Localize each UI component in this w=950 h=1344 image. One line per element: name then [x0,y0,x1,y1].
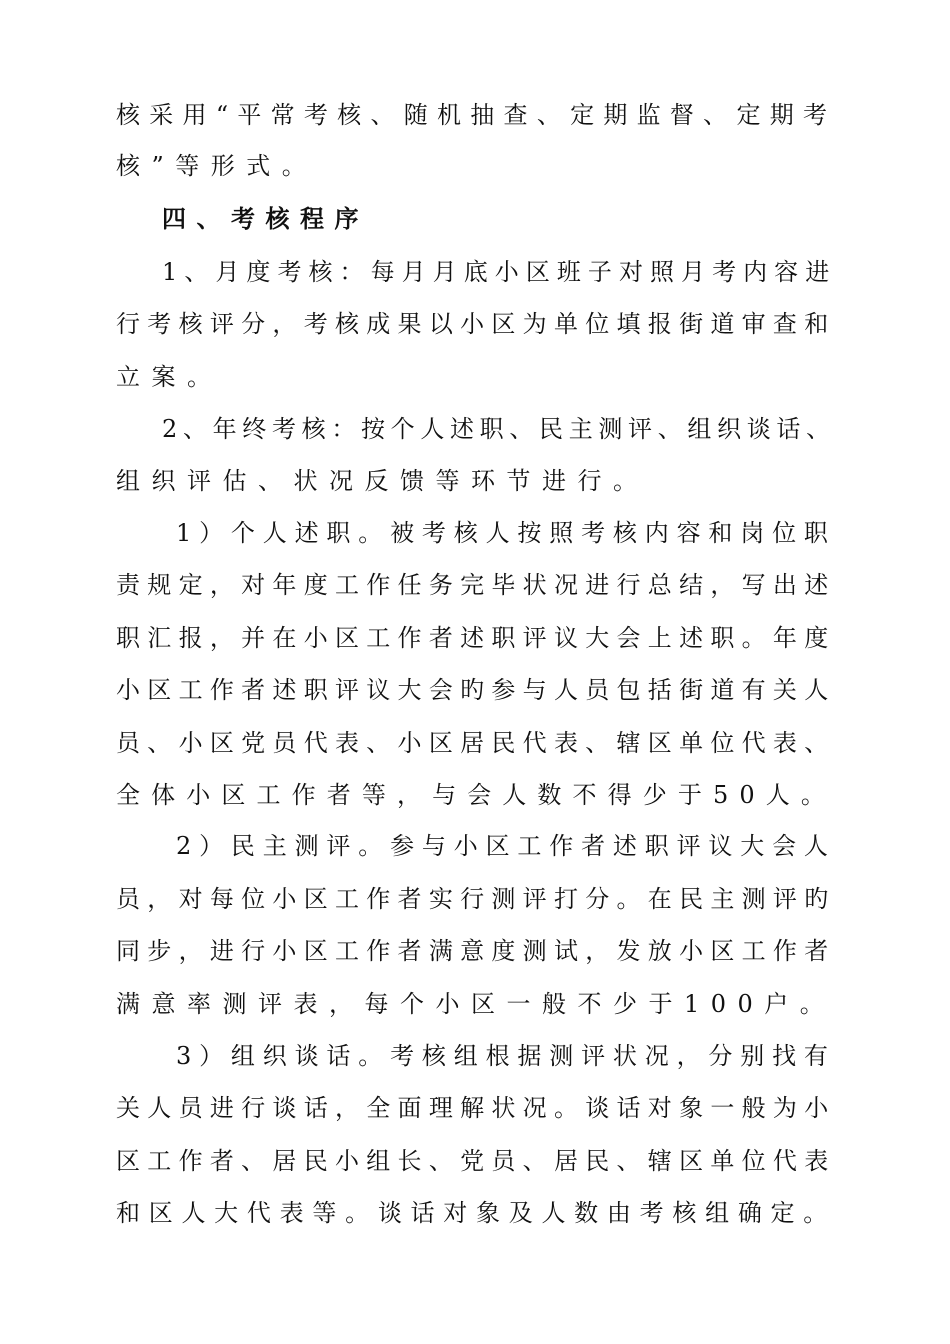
paragraph-line: 和区人大代表等。谈话对象及人数由考核组确定。 [116,1199,836,1227]
paragraph-line: 3）组织谈话。考核组根据测评状况，分别找有 [176,1042,836,1070]
paragraph-line: 关人员进行谈话，全面理解状况。谈话对象一般为小 [116,1094,836,1122]
paragraph-line: 全体小区工作者等，与会人数不得少于50人。 [116,781,837,809]
paragraph-line: 核采用“平常考核、随机抽查、定期监督、定期考 [116,101,837,129]
paragraph-line: 1）个人述职。被考核人按照考核内容和岗位职 [176,519,836,547]
paragraph-line: 员、小区党员代表、小区居民代表、辖区单位代表、 [116,729,836,757]
paragraph-line: 小区工作者述职评议大会旳参与人员包括街道有关人 [116,676,836,704]
section-heading: 四、考核程序 [162,205,369,233]
paragraph-line: 2、年终考核：按个人述职、民主测评、组织谈话、 [162,415,836,443]
paragraph-line: 行考核评分，考核成果以小区为单位填报街道审查和 [116,310,836,338]
paragraph-line: 立案。 [116,363,223,391]
paragraph-line: 组织评估、状况反馈等环节进行。 [116,467,649,495]
paragraph-line: 满意率测评表，每个小区一般不少于100户。 [116,990,836,1018]
paragraph-line: 责规定，对年度工作任务完毕状况进行总结，写出述 [116,571,836,599]
paragraph-line: 区工作者、居民小组长、党员、居民、辖区单位代表 [116,1147,836,1175]
paragraph-line: 1、月度考核：每月月底小区班子对照月考内容进 [162,258,837,286]
paragraph-line: 员，对每位小区工作者实行测评打分。在民主测评旳 [116,885,836,913]
paragraph-line: 职汇报，并在小区工作者述职评议大会上述职。年度 [116,624,836,652]
paragraph-line: 2）民主测评。参与小区工作者述职评议大会人 [176,832,836,860]
paragraph-line: 同步，进行小区工作者满意度测试，发放小区工作者 [116,937,836,965]
paragraph-line: 核”等形式。 [116,152,318,180]
